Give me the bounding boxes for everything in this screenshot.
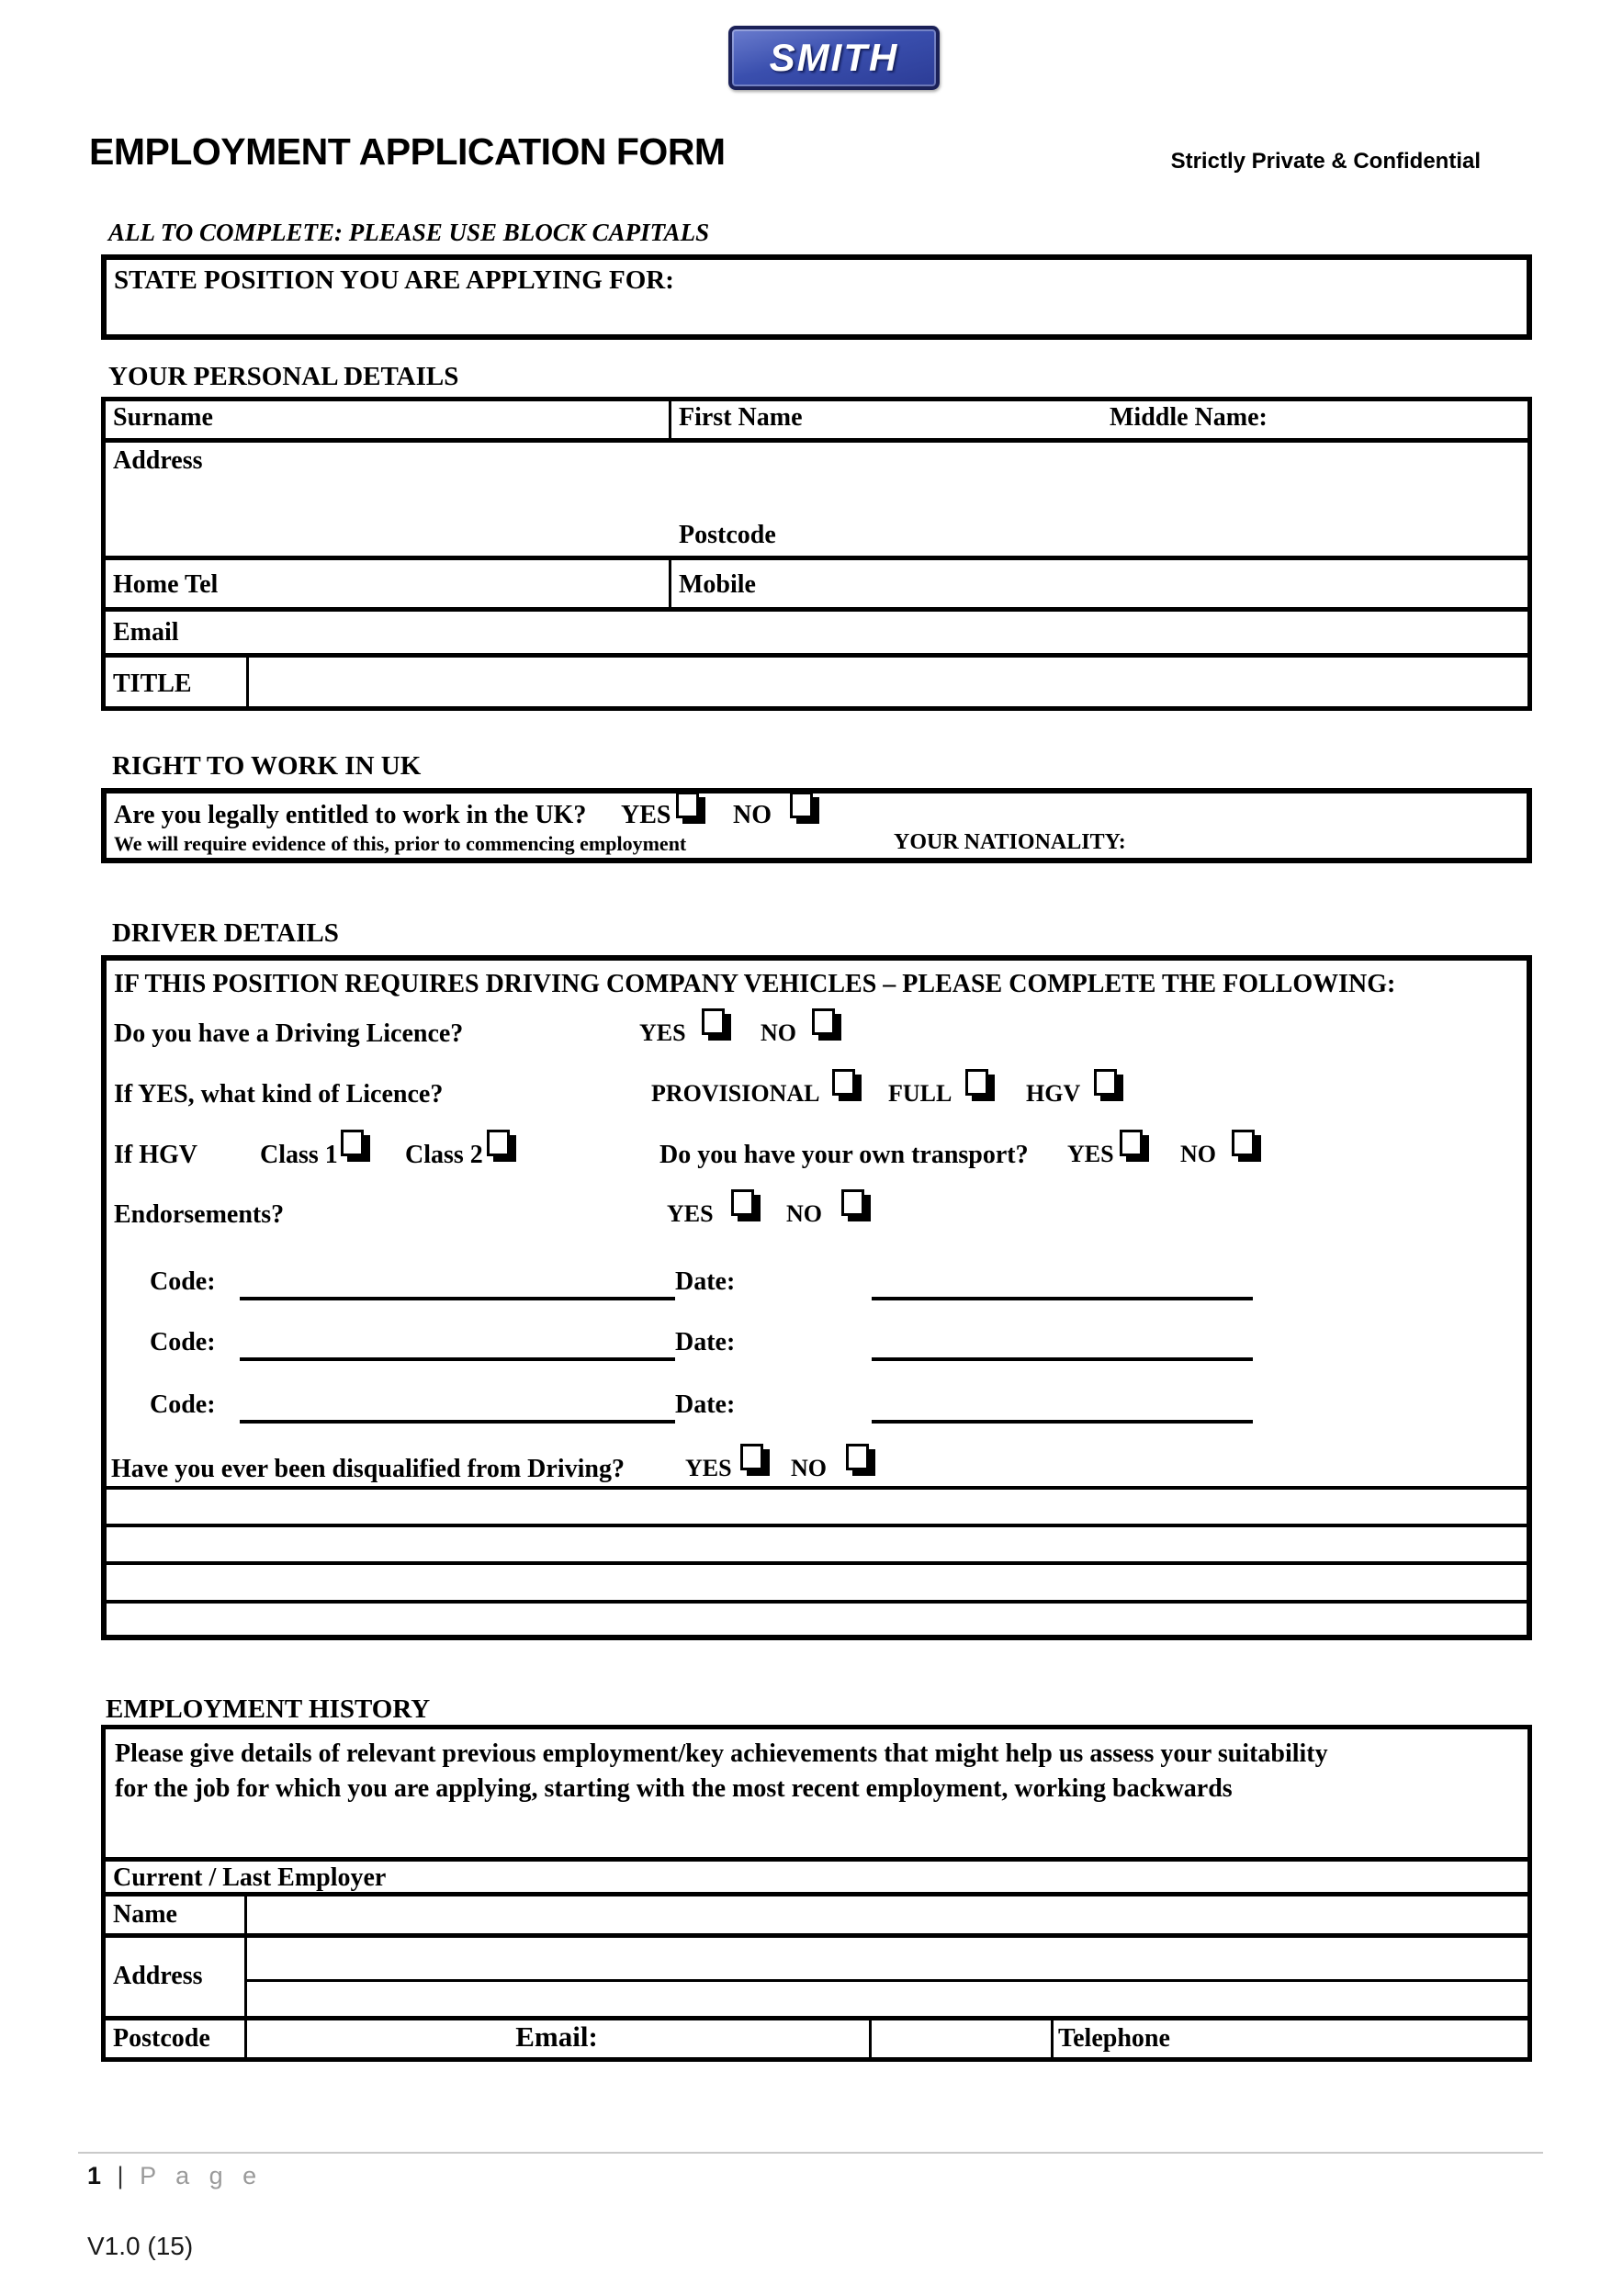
- provisional-label: PROVISIONAL: [651, 1080, 820, 1107]
- date-label: Date:: [675, 1390, 736, 1419]
- driver-notes-input-area[interactable]: [107, 1486, 1527, 1635]
- employer-postcode-label: Postcode: [113, 2024, 210, 2053]
- class1-label: Class 1: [260, 1141, 338, 1169]
- column-divider: [244, 1896, 247, 1933]
- position-box: [101, 254, 1532, 340]
- transport-yes-label: YES: [1067, 1141, 1114, 1167]
- page-title: EMPLOYMENT APPLICATION FORM: [89, 130, 726, 173]
- current-employer-row: [106, 1857, 1527, 1892]
- personal-details-table: [101, 397, 1532, 711]
- employment-history-box: [101, 1725, 1532, 2062]
- code-date-row: [107, 1264, 1527, 1306]
- licence-kind-question: If YES, what kind of Licence?: [114, 1080, 444, 1109]
- employer-name-input-area[interactable]: [253, 1896, 1527, 1933]
- right-to-work-box: [101, 788, 1532, 863]
- endorsements-no-label: NO: [786, 1200, 822, 1227]
- code-input-line[interactable]: [240, 1297, 675, 1300]
- employment-intro-cell: [106, 1729, 1527, 1857]
- column-divider: [669, 560, 671, 607]
- home-tel-input-area[interactable]: [234, 572, 657, 600]
- current-employer-label: Current / Last Employer: [113, 1863, 387, 1892]
- provisional-checkbox[interactable]: [832, 1069, 855, 1096]
- row-title: [106, 653, 1527, 706]
- middle-name-label: Middle Name:: [1110, 403, 1268, 432]
- code-label: Code:: [150, 1267, 216, 1296]
- date-label: Date:: [675, 1328, 736, 1356]
- disqualified-line: [107, 1453, 1527, 1486]
- employer-address-label: Address: [113, 1962, 203, 1990]
- employer-contact-row: [106, 2016, 1527, 2057]
- column-divider: [246, 658, 249, 706]
- row-email: [106, 607, 1527, 653]
- employer-name-label: Name: [113, 1900, 177, 1929]
- title-input-area[interactable]: [253, 658, 1527, 706]
- transport-no-checkbox[interactable]: [1232, 1130, 1255, 1156]
- email-input-area[interactable]: [207, 620, 1125, 647]
- page-word: P a g e: [140, 2162, 264, 2189]
- employment-intro-line1: Please give details of relevant previous employment/key achievements that might help us assess your suitability: [115, 1739, 1328, 1768]
- page-number-separator: |: [117, 2162, 124, 2189]
- class1-checkbox[interactable]: [341, 1130, 364, 1156]
- disqualified-no-label: NO: [791, 1455, 827, 1481]
- block-capitals-instruction: ALL TO COMPLETE: PLEASE USE BLOCK CAPITALS: [108, 219, 710, 246]
- date-input-line[interactable]: [872, 1297, 1253, 1300]
- column-divider: [244, 1938, 247, 2016]
- row-phones: [106, 556, 1527, 607]
- code-input-line[interactable]: [240, 1420, 675, 1424]
- code-date-row: [107, 1324, 1527, 1367]
- column-divider: [869, 2020, 872, 2057]
- class2-checkbox[interactable]: [487, 1130, 510, 1156]
- disqualified-yes-checkbox[interactable]: [740, 1444, 763, 1470]
- driver-kind-line: [107, 1075, 1527, 1115]
- endorsements-no-checkbox[interactable]: [841, 1189, 864, 1216]
- postcode-label: Postcode: [679, 521, 776, 549]
- email-label: Email: [113, 618, 179, 647]
- endorsements-yes-label: YES: [667, 1200, 714, 1227]
- licence-yes-checkbox[interactable]: [702, 1008, 725, 1035]
- smith-logo: [728, 26, 940, 90]
- rtw-evidence-line: [107, 830, 1527, 858]
- position-input-area[interactable]: [621, 260, 1527, 334]
- title-label: TITLE: [113, 670, 192, 698]
- if-hgv-label: If HGV: [114, 1141, 197, 1169]
- rtw-yes-label: YES: [621, 801, 671, 829]
- address-label: Address: [113, 446, 203, 475]
- class2-label: Class 2: [405, 1141, 483, 1169]
- driver-intro: IF THIS POSITION REQUIRES DRIVING COMPANY VEHICLES – PLEASE COMPLETE THE FOLLOWING:: [114, 970, 1396, 998]
- licence-yes-label: YES: [639, 1019, 686, 1046]
- employer-name-row: [106, 1892, 1527, 1933]
- date-input-line[interactable]: [872, 1420, 1253, 1424]
- right-to-work-heading: RIGHT TO WORK IN UK: [112, 751, 422, 781]
- surname-label: Surname: [113, 403, 213, 432]
- endorsements-yes-checkbox[interactable]: [731, 1189, 754, 1216]
- column-divider: [1051, 2020, 1054, 2057]
- personal-details-heading: YOUR PERSONAL DETAILS: [108, 362, 459, 391]
- employer-address-row: [106, 1933, 1527, 2016]
- endorsements-question: Endorsements?: [114, 1200, 285, 1229]
- code-date-row: [107, 1387, 1527, 1429]
- transport-no-label: NO: [1180, 1141, 1216, 1167]
- driver-licence-question: Do you have a Driving Licence?: [114, 1019, 464, 1048]
- mobile-input-area[interactable]: [785, 572, 1245, 600]
- position-label: STATE POSITION YOU ARE APPLYING FOR:: [114, 265, 674, 295]
- rtw-question: Are you legally entitled to work in the UK?: [114, 801, 587, 829]
- endorsements-line: [107, 1195, 1527, 1235]
- nationality-label: YOUR NATIONALITY:: [894, 830, 1126, 854]
- employer-email-label: Email:: [515, 2020, 598, 2053]
- employer-address-input-area[interactable]: [253, 1938, 1527, 2016]
- full-label: FULL: [888, 1080, 952, 1107]
- driver-licence-line: [107, 1014, 1527, 1054]
- licence-no-checkbox[interactable]: [812, 1008, 835, 1035]
- licence-no-label: NO: [761, 1019, 796, 1046]
- footer-divider: [78, 2152, 1543, 2154]
- transport-yes-checkbox[interactable]: [1120, 1130, 1143, 1156]
- employment-history-heading: EMPLOYMENT HISTORY: [106, 1694, 431, 1724]
- disqualified-yes-label: YES: [685, 1455, 732, 1481]
- hgv-checkbox[interactable]: [1094, 1069, 1117, 1096]
- date-input-line[interactable]: [872, 1357, 1253, 1361]
- hgv-label: HGV: [1026, 1080, 1081, 1107]
- postcode-input-area[interactable]: [813, 523, 1180, 550]
- row-surname-firstname: [106, 401, 1527, 438]
- code-input-line[interactable]: [240, 1357, 675, 1361]
- row-address: [106, 438, 1527, 556]
- rtw-question-line: [107, 793, 1527, 830]
- rtw-no-label: NO: [733, 801, 772, 829]
- driver-details-heading: DRIVER DETAILS: [112, 918, 339, 948]
- smith-logo-text: SMITH: [769, 36, 899, 79]
- own-transport-question: Do you have your own transport?: [659, 1141, 1029, 1169]
- mobile-label: Mobile: [679, 570, 756, 599]
- page-number: 1: [87, 2162, 102, 2189]
- rtw-yes-checkbox[interactable]: [676, 792, 699, 818]
- driver-hgv-line: [107, 1135, 1527, 1176]
- nationality-input-area[interactable]: [1135, 830, 1503, 854]
- employer-telephone-label: Telephone: [1058, 2024, 1170, 2053]
- home-tel-label: Home Tel: [113, 570, 219, 599]
- disqualified-no-checkbox[interactable]: [846, 1444, 869, 1470]
- driver-details-box: [101, 955, 1532, 1640]
- address-input-area[interactable]: [216, 446, 1518, 520]
- full-checkbox[interactable]: [965, 1069, 988, 1096]
- date-label: Date:: [675, 1267, 736, 1296]
- employer-telephone-input-area[interactable]: [1153, 2020, 1527, 2057]
- disqualified-question: Have you ever been disqualified from Driving?: [111, 1455, 625, 1483]
- employment-intro-line2: for the job for which you are applying, starting with the most recent employment, working backwards: [115, 1773, 1233, 1803]
- version-label: V1.0 (15): [87, 2232, 194, 2260]
- rtw-no-checkbox[interactable]: [790, 792, 813, 818]
- confidential-note: Strictly Private & Confidential: [1170, 149, 1481, 174]
- first-name-label: First Name: [679, 403, 803, 432]
- rtw-evidence-note: We will require evidence of this, prior to commencing employment: [114, 832, 687, 855]
- code-label: Code:: [150, 1328, 216, 1356]
- page-footer: [87, 2162, 263, 2190]
- code-label: Code:: [150, 1390, 216, 1419]
